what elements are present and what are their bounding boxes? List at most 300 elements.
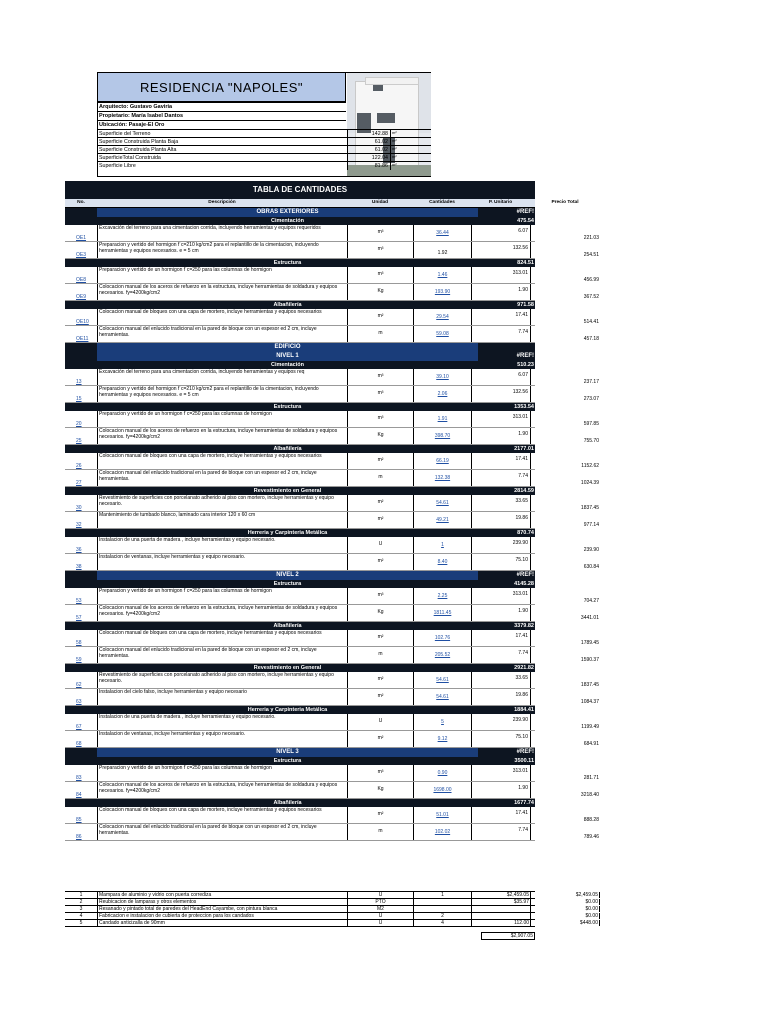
item-description: Colocacion manual de bloques con una capa de mortero, incluye herramientas y equipos necesarios: [97, 630, 347, 646]
section-total: 2921.82: [514, 665, 534, 671]
section-row: [65, 571, 535, 580]
item-unit-price: 75.10: [471, 731, 530, 747]
item-unit-price: 1.90: [471, 428, 530, 444]
area-row: Superficie Construida Planta Alta 61.02 m²: [98, 145, 431, 153]
item-unit: m²: [347, 512, 413, 528]
item-unit: m: [347, 647, 413, 663]
project-title: RESIDENCIA "NAPOLES": [98, 73, 346, 102]
item-unit-price: 132.56: [471, 242, 530, 258]
table-row: [65, 470, 599, 487]
item-number-link[interactable]: 20: [76, 421, 82, 427]
item-unit-price: 7.74: [471, 647, 530, 663]
item-total-price: 254.51: [530, 242, 600, 258]
item-description: Mantenimiento de tumbado blanco, laminado cara interior 120 x 60 cm: [97, 512, 347, 528]
additional-item-unit: U: [347, 892, 413, 898]
item-description: Preparacion y vertido de un hormigon f´c=250 para las columnas de hormigon: [97, 411, 347, 427]
table-row: [65, 512, 599, 529]
section-total: 971.58: [517, 302, 534, 308]
item-quantity-link[interactable]: 1.91: [413, 411, 471, 427]
section-row: [65, 208, 535, 217]
additional-item-row: [65, 905, 598, 912]
table-row: [65, 369, 599, 386]
section-label: Albañilería: [273, 623, 302, 629]
item-unit-price: 1.90: [471, 284, 530, 300]
item-number-link[interactable]: OE11: [76, 336, 89, 342]
architect-line: Arquitecto: Gustavo Gaviria: [99, 104, 173, 110]
additional-table-bottom-border: [65, 926, 535, 927]
table-row: [65, 284, 599, 301]
item-quantity-link[interactable]: 29.54: [413, 309, 471, 325]
item-total-price: 456.99: [530, 267, 600, 283]
item-description: Colocacion manual de bloques con una capa de mortero, incluye herramientas y equipos necesarios: [97, 309, 347, 325]
item-unit-price: 6.07: [471, 225, 530, 241]
item-quantity-link[interactable]: 59.08: [413, 326, 471, 342]
section-label: Cimentación: [270, 218, 304, 224]
additional-item-total: $448.00: [530, 920, 600, 926]
item-quantity-link[interactable]: 132.38: [413, 470, 471, 486]
section-total: 1677.74: [514, 800, 534, 806]
additional-item-row: [65, 891, 598, 898]
item-unit: U: [347, 537, 413, 553]
item-number-link[interactable]: OE3: [76, 252, 87, 258]
additional-item-number: 2: [79, 899, 83, 905]
item-total-price: 597.85: [530, 411, 600, 427]
additional-item-number: 3: [79, 906, 83, 912]
item-unit-price: 17.41: [471, 807, 530, 823]
subsection-row: [65, 301, 535, 309]
item-total-price: 704.27: [530, 588, 600, 604]
area-row: Superficie Construida Planta Baja 61.02 m²: [98, 137, 431, 145]
table-row: [65, 267, 599, 284]
section-total: #REF!: [516, 353, 534, 359]
subsection-row: [65, 706, 535, 714]
item-description: Colocacion manual de bloques con una capa de mortero, incluye herramientas y equipos necesarios: [97, 807, 347, 823]
item-total-price: 281.71: [530, 765, 600, 781]
section-label: NIVEL 2: [97, 571, 478, 580]
section-total: 1884.41: [514, 707, 534, 713]
item-unit: m²: [347, 495, 413, 511]
item-unit: m²: [347, 672, 413, 688]
table-row: [65, 326, 599, 343]
item-unit: Kg: [347, 605, 413, 621]
item-total-price: 273.07: [530, 386, 600, 402]
subsection-row: [65, 622, 535, 630]
item-number-link[interactable]: 27: [76, 480, 82, 486]
table-row: [65, 537, 599, 554]
table-row: [65, 630, 599, 647]
section-label: Estructura: [273, 260, 302, 266]
item-number-link[interactable]: 25: [76, 438, 82, 444]
item-unit-price: 33.65: [471, 495, 530, 511]
item-total-price: 457.18: [530, 326, 600, 342]
subsection-row: [65, 403, 535, 411]
section-label: Revestimiento en General: [253, 488, 322, 494]
item-unit-price: 6.07: [471, 369, 530, 385]
additional-item-quantity: 4: [413, 920, 471, 926]
item-number-link[interactable]: 85: [76, 817, 82, 823]
additional-item-unit: PTO: [347, 899, 413, 905]
item-unit-price: 132.56: [471, 386, 530, 402]
additional-item-total: $0.00: [530, 913, 600, 919]
section-total: #REF!: [516, 209, 534, 215]
item-quantity-link[interactable]: 1811.45: [413, 605, 471, 621]
item-quantity-link[interactable]: 2.25: [413, 588, 471, 604]
table-row: [65, 765, 599, 782]
item-description: Colocacion manual de los aceros de refuerzo en la estructura, incluye herramientas de soldadura y equipos necesarios. fy=4200kg/cm2: [97, 284, 347, 300]
item-quantity-link[interactable]: 54.61: [413, 672, 471, 688]
item-description: Colocacion manual de los aceros de refuerzo en la estructura, incluye herramientas de soldadura y equipos necesarios. fy=4200kg/cm2: [97, 428, 347, 444]
item-quantity-link[interactable]: 205.52: [413, 647, 471, 663]
item-unit-price: 313.01: [471, 588, 530, 604]
section-label: Albañilería: [273, 800, 302, 806]
table-row: [65, 411, 599, 428]
item-unit: m³: [347, 411, 413, 427]
col-unit: Unidad: [371, 200, 389, 205]
section-row: [65, 748, 535, 757]
item-quantity-link[interactable]: 49.21: [413, 512, 471, 528]
item-unit: m³: [347, 765, 413, 781]
section-label: NIVEL 1: [97, 352, 478, 361]
subsection-row: [65, 487, 535, 495]
col-price: P. Unitario: [488, 200, 513, 205]
additional-item-number: 4: [79, 913, 83, 919]
item-total-price: 1837.45: [530, 672, 600, 688]
section-total: #REF!: [516, 749, 534, 755]
item-unit: m²: [347, 630, 413, 646]
item-number-link[interactable]: 15: [76, 396, 82, 402]
additional-item-number: 1: [79, 892, 83, 898]
item-unit-price: 313.01: [471, 411, 530, 427]
item-unit: m³: [347, 267, 413, 283]
item-total-price: 237.17: [530, 369, 600, 385]
item-total-price: 1152.62: [530, 453, 600, 469]
section-label: Herreria y Carpinteria Metálica: [247, 707, 328, 713]
location-line: Ubicación: Pasaje-El Oro: [99, 122, 165, 128]
item-description: Instalacion de una puerta de madera , incluye herramientas y equipo necesario.: [97, 537, 347, 553]
table-body: [65, 208, 599, 841]
additional-item-quantity: 2: [413, 913, 471, 919]
column-header-row: [65, 199, 579, 208]
area-row: SuperficieTotal Construida 122.04 m²: [98, 153, 431, 161]
item-unit-price: 19.86: [471, 689, 530, 705]
item-quantity-link[interactable]: 66.19: [413, 453, 471, 469]
section-total: 2177.01: [514, 446, 534, 452]
item-unit: U: [347, 714, 413, 730]
table-row: [65, 242, 599, 259]
item-description: Colocacion manual de los aceros de refuerzo en la estructura, incluye herramientas de soldadura y equipos necesarios. fy=4200kg/cm2: [97, 605, 347, 621]
item-number-link[interactable]: OE10: [76, 319, 89, 325]
subsection-row: [65, 445, 535, 453]
item-total-price: 367.52: [530, 284, 600, 300]
table-row: [65, 495, 599, 512]
item-unit: m³: [347, 588, 413, 604]
section-label: EDIFICIO: [97, 343, 478, 352]
item-unit: m³: [347, 242, 413, 258]
item-unit: m: [347, 326, 413, 342]
col-desc: Descripción: [208, 200, 236, 205]
item-unit: Kg: [347, 428, 413, 444]
section-total: 824.51: [517, 260, 534, 266]
item-total-price: 789.46: [530, 824, 600, 840]
item-number-link[interactable]: 84: [76, 792, 82, 798]
item-number-link[interactable]: 57: [76, 615, 82, 621]
item-total-price: 3218.40: [530, 782, 600, 798]
item-description: Colocacion manual del enlucido tradicional en la pared de bloque con un espesor ed 2 cm, incluye herramientas.: [97, 470, 347, 486]
table-row: [65, 672, 599, 689]
additional-item-quantity: 1: [413, 892, 471, 898]
item-unit: m²: [347, 807, 413, 823]
table-row: [65, 782, 599, 799]
item-description: Colocacion manual del enlucido tradicional en la pared de bloque con un espesor ed 2 cm, incluye herramientas.: [97, 326, 347, 342]
item-description: Colocacion manual de bloques con una capa de mortero, incluye herramientas y equipos necesarios: [97, 453, 347, 469]
item-unit: m: [347, 470, 413, 486]
additional-item-unit: M2: [347, 906, 413, 912]
item-unit: Kg: [347, 782, 413, 798]
item-quantity-link[interactable]: 102.02: [413, 824, 471, 840]
table-row: [65, 714, 599, 731]
section-total: 3500.11: [514, 758, 534, 764]
additional-item-unit: U: [347, 913, 413, 919]
item-unit-price: 1.90: [471, 782, 530, 798]
item-unit: m²: [347, 453, 413, 469]
item-unit: m³: [347, 225, 413, 241]
item-quantity-link[interactable]: 54.61: [413, 495, 471, 511]
item-total-price: 221.03: [530, 225, 600, 241]
item-description: Colocacion manual del enlucido tradicional en la pared de bloque con un espesor ed 2 cm, incluye herramientas.: [97, 824, 347, 840]
section-total: 510.23: [517, 362, 534, 368]
item-total-price: 684.91: [530, 731, 600, 747]
table-row: [65, 225, 599, 242]
additional-item-unit: U: [347, 920, 413, 926]
additional-item-description: Mampara de aluminio y vidrio con puerta corrediza: [97, 892, 347, 898]
item-quantity-link[interactable]: 1: [413, 537, 471, 553]
table-row: [65, 824, 599, 841]
item-total-price: 888.28: [530, 807, 600, 823]
section-label: Herreria y Carpinteria Metálica: [247, 530, 328, 536]
subsection-row: [65, 799, 535, 807]
item-description: Preparacion y vertido de un hormigon f´c=250 para las columnas de hormigon: [97, 588, 347, 604]
item-total-price: 1199.49: [530, 714, 600, 730]
item-unit: m³: [347, 386, 413, 402]
table-row: [65, 428, 599, 445]
item-number-link[interactable]: 83: [76, 775, 82, 781]
additional-item-row: [65, 919, 598, 926]
item-description: Instalacion del cielo falso, incluye herramientas y equipo necesario: [97, 689, 347, 705]
item-description: Colocacion manual del enlucido tradicional en la pared de bloque con un espesor ed 2 cm, incluye herramientas.: [97, 647, 347, 663]
quantities-table: [65, 181, 599, 841]
item-number-link[interactable]: 59: [76, 657, 82, 663]
item-quantity-link[interactable]: 9.12: [413, 731, 471, 747]
item-total-price: 755.70: [530, 428, 600, 444]
section-label: Estructura: [273, 581, 302, 587]
additional-item-total: $2,459.05: [530, 892, 600, 898]
item-unit-price: 313.01: [471, 267, 530, 283]
item-quantity-link[interactable]: 1698.00: [413, 782, 471, 798]
item-number-link[interactable]: OE1: [76, 235, 87, 241]
subsection-row: [65, 664, 535, 672]
item-description: Preparacion y vertido del hormigon f´c=210 kg/cm2 para el replantillo de la cimentacion, incluyendo herramientas y equipos necesarios. e = 5 cm: [97, 386, 347, 402]
item-quantity-link[interactable]: 193.90: [413, 284, 471, 300]
item-total-price: 239.90: [530, 537, 600, 553]
item-number-link[interactable]: 68: [76, 741, 82, 747]
project-header: [97, 72, 431, 177]
table-row: [65, 309, 599, 326]
col-no: No.: [77, 200, 85, 205]
item-description: Revestimiento de superficies con porcelanato adherido al piso con mortero, incluye herramientas y equipo necesario.: [97, 672, 347, 688]
item-number-link[interactable]: 38: [76, 564, 82, 570]
additional-item-description: Fabricacion e instalacion de cubierta de proteccion para los candados: [97, 913, 347, 919]
item-unit-price: 17.41: [471, 630, 530, 646]
table-row: [65, 605, 599, 622]
table-title: TABLA DE CANTIDADES: [65, 181, 535, 199]
area-row: Superficie Libre 81.86 m²: [98, 161, 431, 169]
section-label: NIVEL 3: [97, 748, 478, 757]
col-qty: Cantidades: [429, 200, 455, 205]
table-row: [65, 588, 599, 605]
table-row: [65, 453, 599, 470]
item-description: Excavación del terreno para una cimentacion corrida, incluyendo herramientas y equipos requeridos: [97, 225, 347, 241]
item-quantity-link[interactable]: 36.44: [413, 225, 471, 241]
item-unit-price: 239.90: [471, 714, 530, 730]
additional-item-total: $0.00: [530, 899, 600, 905]
item-unit-price: 313.01: [471, 765, 530, 781]
item-unit: m²: [347, 731, 413, 747]
section-row: [65, 343, 535, 352]
item-unit-price: 17.41: [471, 309, 530, 325]
section-label: Albañilería: [273, 302, 302, 308]
additional-item-description: Resanado y pintado total de paredes del HeadEnd Cayambe, con pintura blanca: [97, 906, 347, 912]
item-total-price: 1084.37: [530, 689, 600, 705]
owner-line: Propietario: María Isabel Dantos: [99, 113, 184, 119]
additional-item-row: [65, 898, 598, 905]
item-description: Excavación del terreno para una cimentacion corrida, incluyendo herramientas y equipos req: [97, 369, 347, 385]
table-row: [65, 731, 599, 748]
item-number-link[interactable]: 53: [76, 598, 82, 604]
item-unit-price: 1.90: [471, 605, 530, 621]
item-description: Colocacion manual de los aceros de refuerzo en la estructura, incluye herramientas de soldadura y equipos necesarios. fy=4200kg/cm2: [97, 782, 347, 798]
item-quantity-link[interactable]: 54.61: [413, 689, 471, 705]
area-row: Superficie del Terreno 142.88 m²: [98, 129, 431, 137]
item-description: Preparacion y vertido de un hormigon f´c=250 para las columnas de hormigon: [97, 765, 347, 781]
item-description: Instalacion de ventanas, incluye herramientas y equipo necesario.: [97, 554, 347, 570]
section-label: Estructura: [273, 404, 302, 410]
item-unit-price: 7.74: [471, 824, 530, 840]
item-quantity-link[interactable]: 102.76: [413, 630, 471, 646]
item-quantity-link[interactable]: 8.40: [413, 554, 471, 570]
item-number-link[interactable]: 32: [76, 522, 82, 528]
item-quantity-link[interactable]: 5: [413, 714, 471, 730]
additional-item-number: 5: [79, 920, 83, 926]
item-description: Revestimiento de superficies con porcelanato adherido al piso con mortero, incluye herramientas y equipo necesario.: [97, 495, 347, 511]
additional-item-description: Reubicacion de lamparas y otros elementos: [97, 899, 347, 905]
section-total: 870.74: [517, 530, 534, 536]
additional-item-price: $2,459.05: [471, 892, 530, 898]
table-row: [65, 689, 599, 706]
item-unit: m²: [347, 309, 413, 325]
section-total: 3379.82: [514, 623, 534, 629]
table-row: [65, 647, 599, 664]
subsection-row: [65, 529, 535, 537]
subsection-row: [65, 580, 535, 588]
item-unit-price: 17.41: [471, 453, 530, 469]
item-number-link[interactable]: 62: [76, 682, 82, 688]
item-number-link[interactable]: OE9: [76, 294, 87, 300]
item-total-price: 3441.01: [530, 605, 600, 621]
item-number-link[interactable]: 63: [76, 699, 82, 705]
section-label: Cimentación: [270, 362, 304, 368]
item-number-link[interactable]: 30: [76, 505, 82, 511]
section-total: 1353.54: [514, 404, 534, 410]
item-quantity-link[interactable]: 1.46: [413, 267, 471, 283]
additional-item-description: Candado anticizalla de 90mm: [97, 920, 347, 926]
section-label: Estructura: [273, 758, 302, 764]
item-unit-price: 7.74: [471, 326, 530, 342]
additional-items-total: $2,907.05: [481, 932, 535, 940]
section-total: #REF!: [516, 572, 534, 578]
additional-item-price: 112.00: [471, 920, 530, 926]
item-quantity-link: 1.92: [413, 242, 471, 258]
item-description: Instalacion de una puerta de madera , incluye herramientas y equipo necesario.: [97, 714, 347, 730]
item-unit: m: [347, 824, 413, 840]
section-label: OBRAS EXTERIORES: [97, 208, 478, 217]
item-total-price: 1590.37: [530, 647, 600, 663]
section-total: 4145.28: [514, 581, 534, 587]
item-description: Preparacion y vertido de un hormigon f´c=250 para las columnas de hormigon: [97, 267, 347, 283]
item-unit: Kg: [347, 284, 413, 300]
subsection-row: [65, 361, 535, 369]
item-total-price: 630.84: [530, 554, 600, 570]
item-quantity-link[interactable]: 39.10: [413, 369, 471, 385]
item-quantity-link[interactable]: 398.70: [413, 428, 471, 444]
item-unit-price: 239.90: [471, 537, 530, 553]
subsection-row: [65, 757, 535, 765]
item-description: Instalacion de ventanas, incluye herramientas y equipo necesario.: [97, 731, 347, 747]
additional-item-row: [65, 912, 598, 919]
table-row: [65, 807, 599, 824]
item-unit-price: 33.65: [471, 672, 530, 688]
subsection-row: [65, 259, 535, 267]
item-total-price: 977.14: [530, 512, 600, 528]
item-number-link[interactable]: 58: [76, 640, 82, 646]
additional-item-total: $0.00: [530, 906, 600, 912]
item-unit-price: 7.74: [471, 470, 530, 486]
item-total-price: 1789.45: [530, 630, 600, 646]
item-quantity-link[interactable]: 2.06: [413, 386, 471, 402]
item-unit: m³: [347, 369, 413, 385]
section-label: Revestimiento en General: [253, 665, 322, 671]
item-unit: m²: [347, 689, 413, 705]
col-total: Precio Total: [551, 200, 579, 205]
item-number-link[interactable]: 86: [76, 834, 82, 840]
item-number-link[interactable]: OE8: [76, 277, 87, 283]
item-description: Preparacion y vertido del hormigon f´c=210 kg/cm2 para el replantillo de la cimentacion, incluyendo herramientas y equipos necesarios. e = 5 cm: [97, 242, 347, 258]
item-quantity-link[interactable]: 51.01: [413, 807, 471, 823]
item-quantity-link[interactable]: 0.90: [413, 765, 471, 781]
item-number-link[interactable]: 26: [76, 463, 82, 469]
item-unit-price: 19.86: [471, 512, 530, 528]
item-unit: m²: [347, 554, 413, 570]
table-row: [65, 554, 599, 571]
section-total: 475.54: [517, 218, 534, 224]
additional-item-price: $35.97: [471, 899, 530, 905]
item-number-link[interactable]: 67: [76, 724, 82, 730]
subsection-row: [65, 217, 535, 225]
section-row: [65, 352, 535, 361]
section-total: 2814.59: [514, 488, 534, 494]
section-label: Albañilería: [273, 446, 302, 452]
item-number-link[interactable]: 13: [76, 379, 82, 385]
item-number-link[interactable]: 36: [76, 547, 82, 553]
